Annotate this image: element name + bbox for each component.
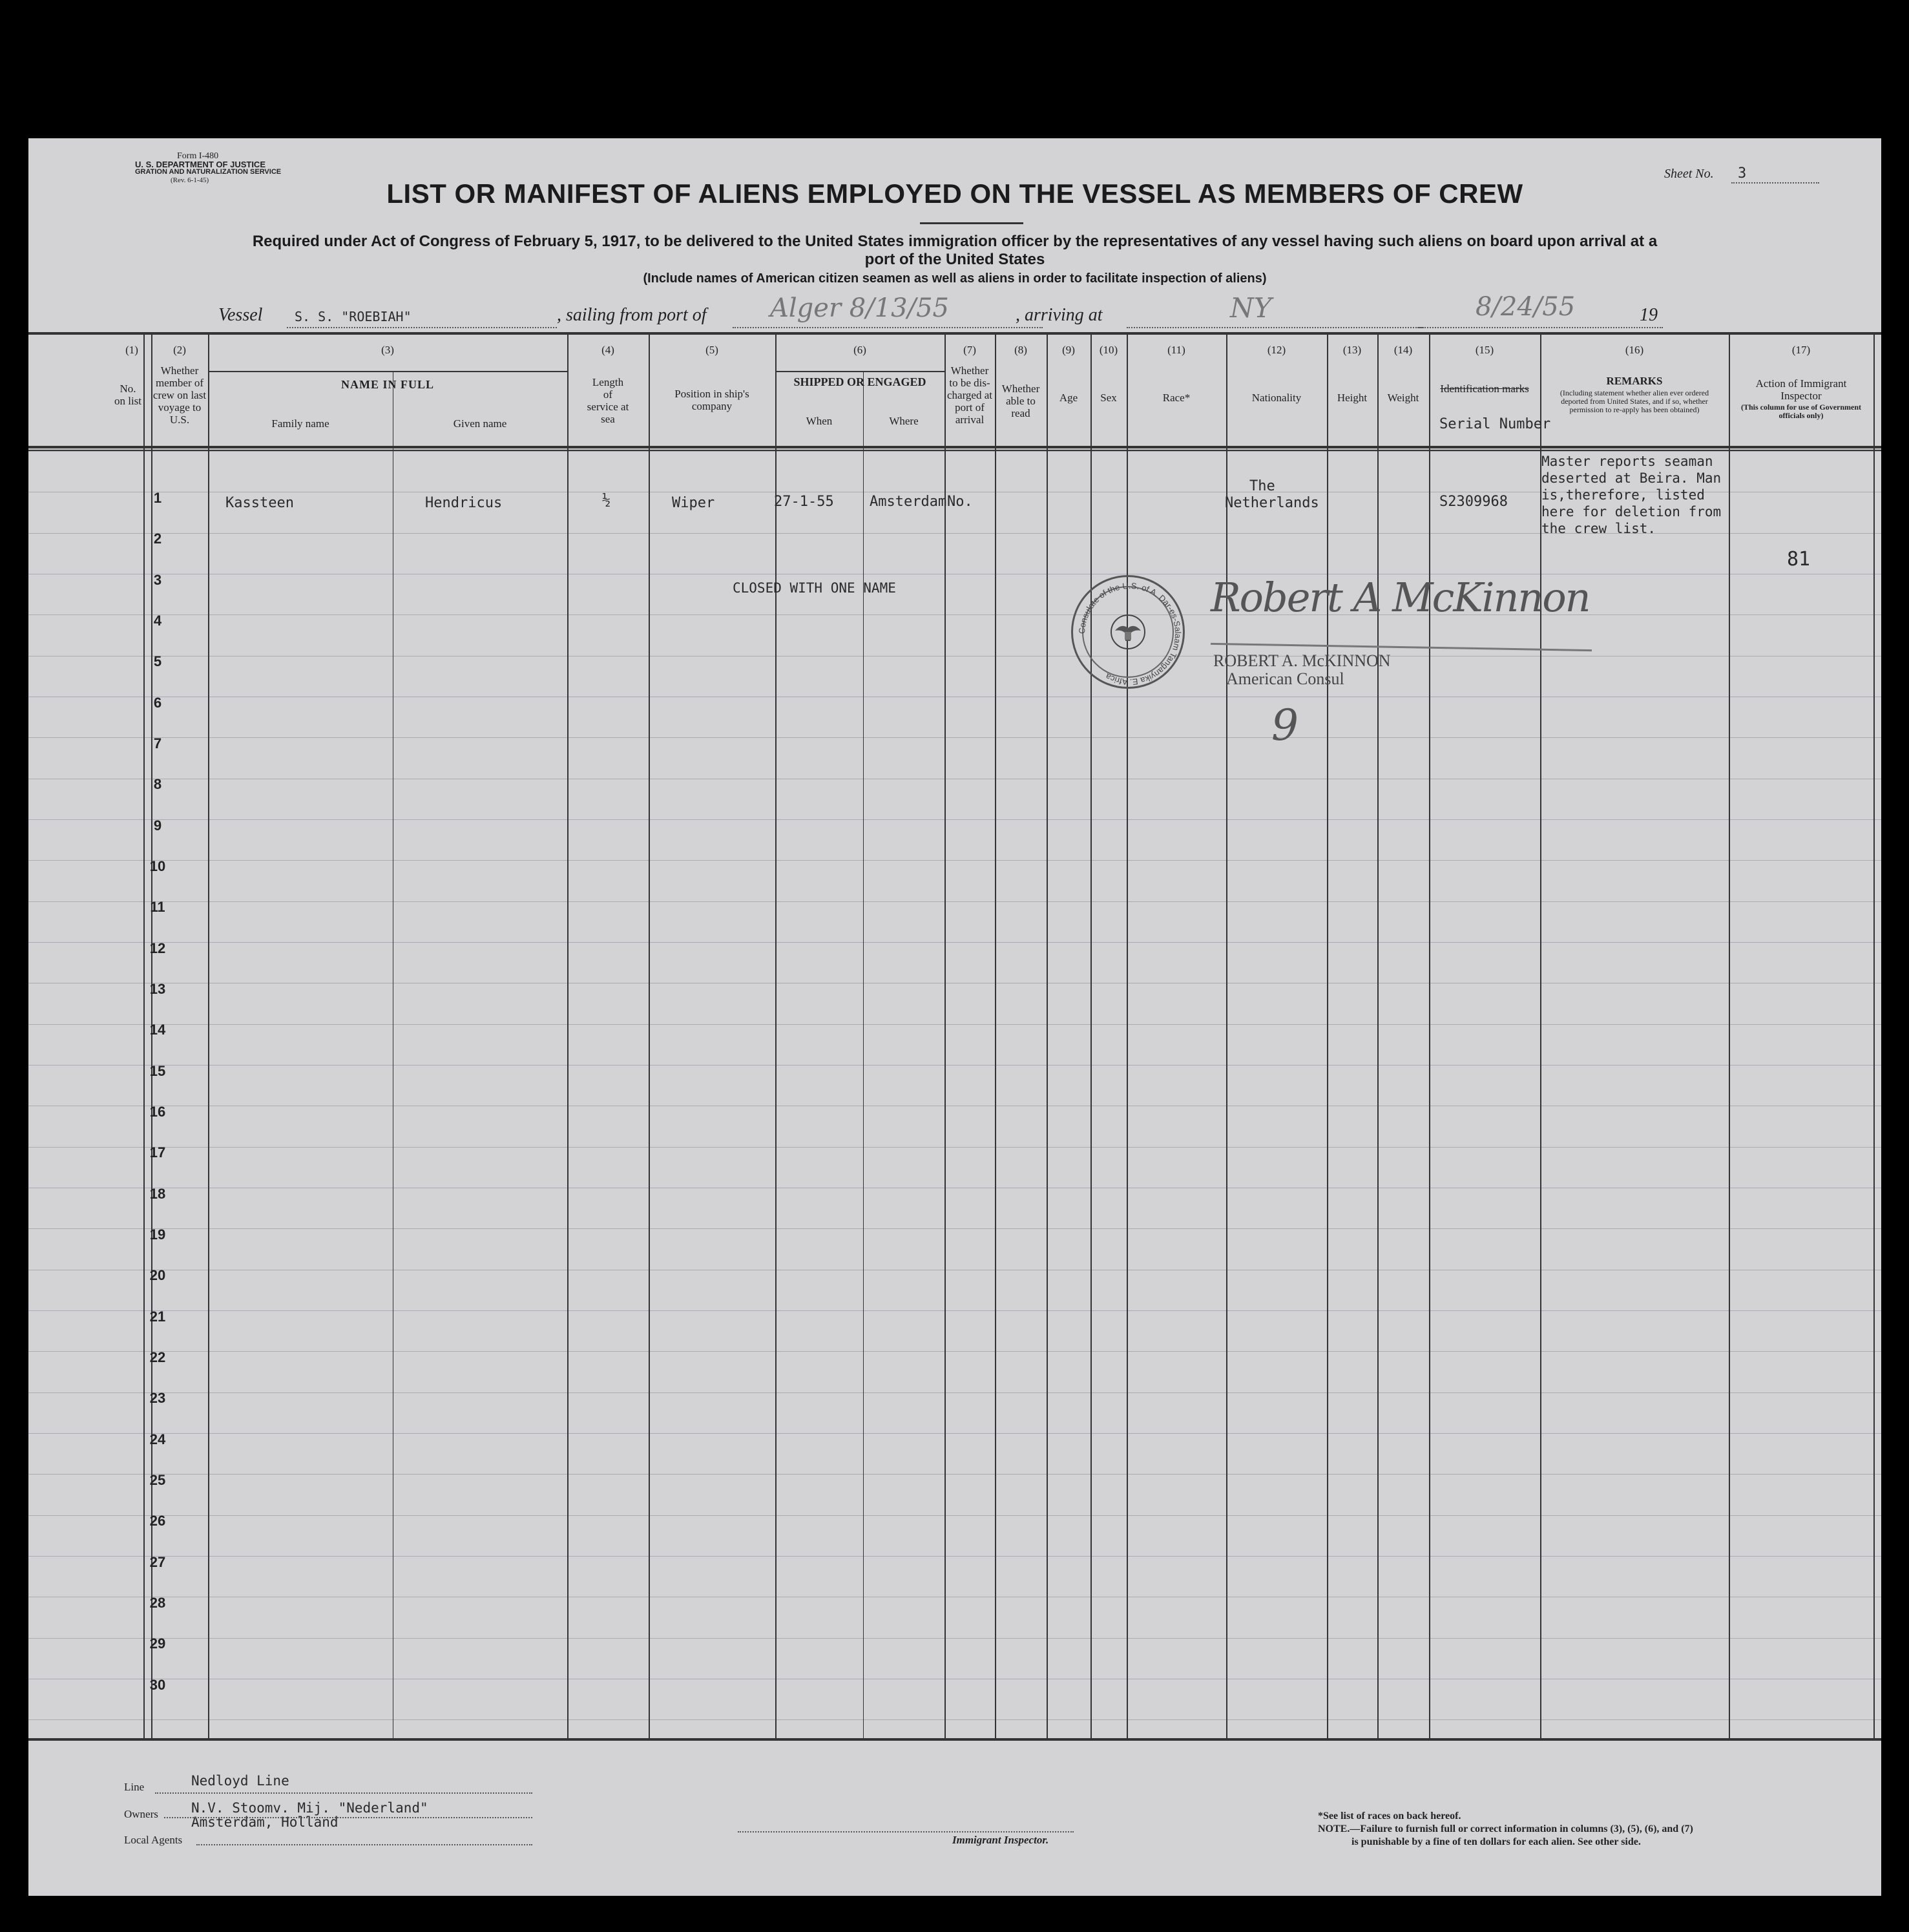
row-rule [28, 737, 1881, 738]
col-num-9: (9) [1062, 344, 1075, 356]
row-number: 19 [149, 1226, 166, 1243]
col-num-14: (14) [1393, 344, 1413, 356]
row-rule [28, 860, 1881, 861]
inspector-label: Immigrant Inspector. [952, 1834, 1049, 1846]
row-rule [28, 1228, 1881, 1229]
col-head-action: Action of Immigrant Inspector [1755, 377, 1847, 402]
row-rule [28, 1638, 1881, 1639]
service: GRATION AND NATURALIZATION SERVICE [135, 168, 282, 176]
col-head-weight: Weight [1387, 392, 1419, 404]
remarks-line-3: is,therefore, listed [1541, 487, 1705, 503]
sailing-value: Alger 8/13/55 [770, 293, 949, 323]
row-rule [28, 1556, 1881, 1557]
year-label: 19 [1640, 305, 1658, 325]
row-number: 16 [149, 1104, 166, 1120]
sheet-label: Sheet No. [1664, 167, 1714, 181]
col-num-5: (5) [705, 344, 718, 356]
row-number: 4 [153, 613, 162, 629]
row-number: 21 [149, 1308, 166, 1325]
subtitle-line2: port of the United States [864, 251, 1045, 268]
row-number: 24 [149, 1431, 166, 1447]
table-header-rule [28, 446, 1881, 448]
col-num-6: (6) [853, 344, 866, 356]
col-head-discharged: Whether to be dis- charged at port of arrival [946, 364, 992, 426]
vessel-value: S. S. "ROEBIAH" [295, 309, 412, 324]
row-number: 17 [149, 1144, 166, 1160]
row-rule [28, 1310, 1881, 1311]
row-rule [28, 1392, 1881, 1393]
col-head-read: Whether able to read [1001, 383, 1040, 419]
row-rule [28, 901, 1881, 902]
row-number: 22 [149, 1349, 166, 1365]
row-number: 27 [149, 1554, 166, 1570]
penalty-note-line1: NOTE.—Failure to furnish full or correct information in columns (3), (5), (6), and (7) [1318, 1823, 1693, 1834]
col-head-sex: Sex [1100, 392, 1117, 404]
row-rule [28, 1433, 1881, 1434]
col-num-16: (16) [1625, 344, 1644, 356]
shipped-when-cell: 27-1-55 [774, 494, 834, 510]
row-number: 18 [149, 1186, 166, 1202]
row-number: 29 [149, 1635, 166, 1652]
sheet-number: 3 [1738, 165, 1747, 182]
row-number: 26 [149, 1513, 166, 1529]
col-num-11: (11) [1167, 344, 1185, 356]
serial-number-cell: S2309968 [1439, 494, 1508, 510]
row-number: 8 [153, 776, 162, 792]
department: U. S. DEPARTMENT OF JUSTICE [135, 160, 266, 169]
row-number: 3 [153, 572, 162, 588]
table-bottom-rule [28, 1738, 1881, 1741]
row-rule [28, 1515, 1881, 1516]
col-head-remarks-note: (Including statement whether alien ever ordered deported from United States, and if so, whether permission to re-apply has been obtained) [1560, 388, 1709, 414]
col-head-age: Age [1059, 392, 1078, 404]
form-number: Form I-480 [177, 151, 219, 161]
row-number: 9 [153, 817, 162, 834]
races-note: *See list of races on back hereof. [1318, 1811, 1461, 1822]
inspector-mark: 81 [1787, 548, 1811, 571]
row-number: 5 [153, 653, 162, 669]
row-rule [28, 1719, 1881, 1720]
row-rule [28, 1065, 1881, 1066]
manifest-sheet [28, 138, 1881, 1896]
consular-seal [1071, 575, 1185, 689]
row-number: 11 [150, 899, 165, 915]
line-value: Nedloyd Line [191, 1773, 289, 1789]
page-title: LIST OR MANIFEST OF ALIENS EMPLOYED ON THE VESSEL AS MEMBERS OF CREW [386, 178, 1523, 209]
discharged-cell: No. [947, 494, 973, 510]
arriving-value: NY [1230, 292, 1272, 324]
row-number: 13 [149, 981, 166, 997]
row-number: 15 [149, 1063, 166, 1079]
col-head-nationality: Nationality [1251, 392, 1302, 404]
annotation-nine: 9 [1271, 700, 1299, 750]
row-rule [28, 1147, 1881, 1148]
title-underline [920, 222, 1023, 224]
col-head-length: Length of service at sea [587, 376, 629, 425]
row-number: 7 [153, 735, 162, 751]
owners-value-line2: Amsterdam, Holland [191, 1814, 339, 1830]
col-num-3: (3) [381, 344, 394, 356]
arrival-date: 8/24/55 [1476, 292, 1576, 322]
row-rule [28, 614, 1881, 615]
row-number: 20 [149, 1267, 166, 1283]
col-head-family-name: Family name [271, 417, 329, 430]
col-num-15: (15) [1475, 344, 1494, 356]
remarks-line-2: deserted at Beira. Man [1541, 470, 1722, 486]
shipped-where-cell: Amsterdam [870, 494, 947, 510]
col-head-name: NAME IN FULL [340, 378, 434, 391]
col-num-17: (17) [1791, 344, 1811, 356]
col-head-where: Where [889, 415, 919, 427]
svg-text:Consulate of the U.S. of A. Da: Consulate of the U.S. of A. Dar-es-Salaam Tanganyika E. Africa [1076, 580, 1184, 688]
subtitle-note: (Include names of American citizen seamen as well as aliens in order to facilitate inspection of aliens) [643, 271, 1267, 286]
col-num-4: (4) [601, 344, 614, 356]
remarks-line-5: the crew list. [1541, 521, 1656, 536]
row-number: 1 [153, 490, 162, 506]
row-rule [28, 1351, 1881, 1352]
line-label: Line [124, 1781, 145, 1793]
row-number: 2 [153, 530, 162, 547]
col-num-12: (12) [1267, 344, 1286, 356]
vessel-label: Vessel [218, 305, 263, 325]
col-num-10: (10) [1099, 344, 1118, 356]
row-rule [28, 942, 1881, 943]
arriving-label: , arriving at [1016, 305, 1103, 325]
owners-label: Owners [124, 1808, 158, 1820]
sailing-label: , sailing from port of [557, 305, 707, 325]
col-num-2: (2) [173, 344, 186, 356]
position-cell: Wiper [672, 495, 715, 511]
nationality-cell-line2: Netherlands [1225, 495, 1319, 511]
family-name-cell: Kassteen [225, 495, 294, 511]
col-head-race: Race* [1162, 392, 1191, 404]
row-number: 12 [149, 940, 166, 956]
row-number: 30 [149, 1677, 166, 1693]
row-number: 25 [149, 1472, 166, 1488]
row-rule [28, 819, 1881, 820]
col-head-no: No. on list [114, 383, 142, 407]
remarks-line-1: Master reports seaman [1541, 454, 1713, 469]
col-num-1: (1) [125, 344, 138, 356]
row-number: 28 [149, 1595, 166, 1611]
given-name-cell: Hendricus [425, 495, 503, 511]
col-head-member: Whether member of crew on last voyage to U.S. [152, 364, 207, 426]
col-num-13: (13) [1342, 344, 1362, 356]
consul-name: ROBERT A. McKINNON [1213, 651, 1391, 670]
col-head-action-note: (This column for use of Government officials only) [1740, 403, 1862, 420]
col-head-serial-number: Serial Number [1439, 416, 1551, 432]
row-number: 23 [149, 1390, 166, 1406]
signature-stroke [1211, 643, 1592, 651]
col-num-8: (8) [1014, 344, 1027, 356]
col-head-shipped: SHIPPED OR ENGAGED [793, 375, 926, 388]
agents-label: Local Agents [124, 1834, 183, 1846]
subtitle: Required under Act of Congress of February 5, 1917, to be delivered to the United States immigration officer by the representatives of any vessel having such aliens on board upon arrival at a [252, 233, 1658, 250]
row-number: 6 [153, 695, 162, 711]
row-rule [28, 1024, 1881, 1025]
length-of-service-cell: ½ [602, 492, 611, 509]
col-head-position: Position in ship's company [674, 388, 749, 412]
nationality-cell-line1: The [1249, 478, 1275, 494]
revision: (Rev. 6-1-45) [171, 176, 209, 184]
seal-text [1073, 577, 1187, 691]
consul-title: American Consul [1226, 669, 1344, 688]
owners-value-line1: N.V. Stoomv. Mij. "Nederland" [191, 1800, 428, 1816]
row-number: 14 [149, 1022, 166, 1038]
col-head-when: When [806, 415, 833, 427]
col-num-7: (7) [963, 344, 976, 356]
row-rule [28, 1474, 1881, 1475]
col-head-height: Height [1337, 392, 1368, 404]
row-rule [28, 451, 1881, 452]
col-head-identification: Identification marks [1440, 383, 1529, 395]
closed-note: CLOSED WITH ONE NAME [733, 580, 896, 596]
remarks-line-4: here for deletion from [1541, 504, 1722, 520]
col-head-remarks: REMARKS [1606, 375, 1663, 387]
penalty-note-line2: is punishable by a fine of ten dollars for each alien. See other side. [1351, 1836, 1641, 1847]
col-head-given-name: Given name [453, 417, 507, 430]
signature: Robert A McKinnon [1211, 574, 1590, 621]
row-number: 10 [149, 858, 166, 874]
table-top-rule [28, 332, 1881, 335]
